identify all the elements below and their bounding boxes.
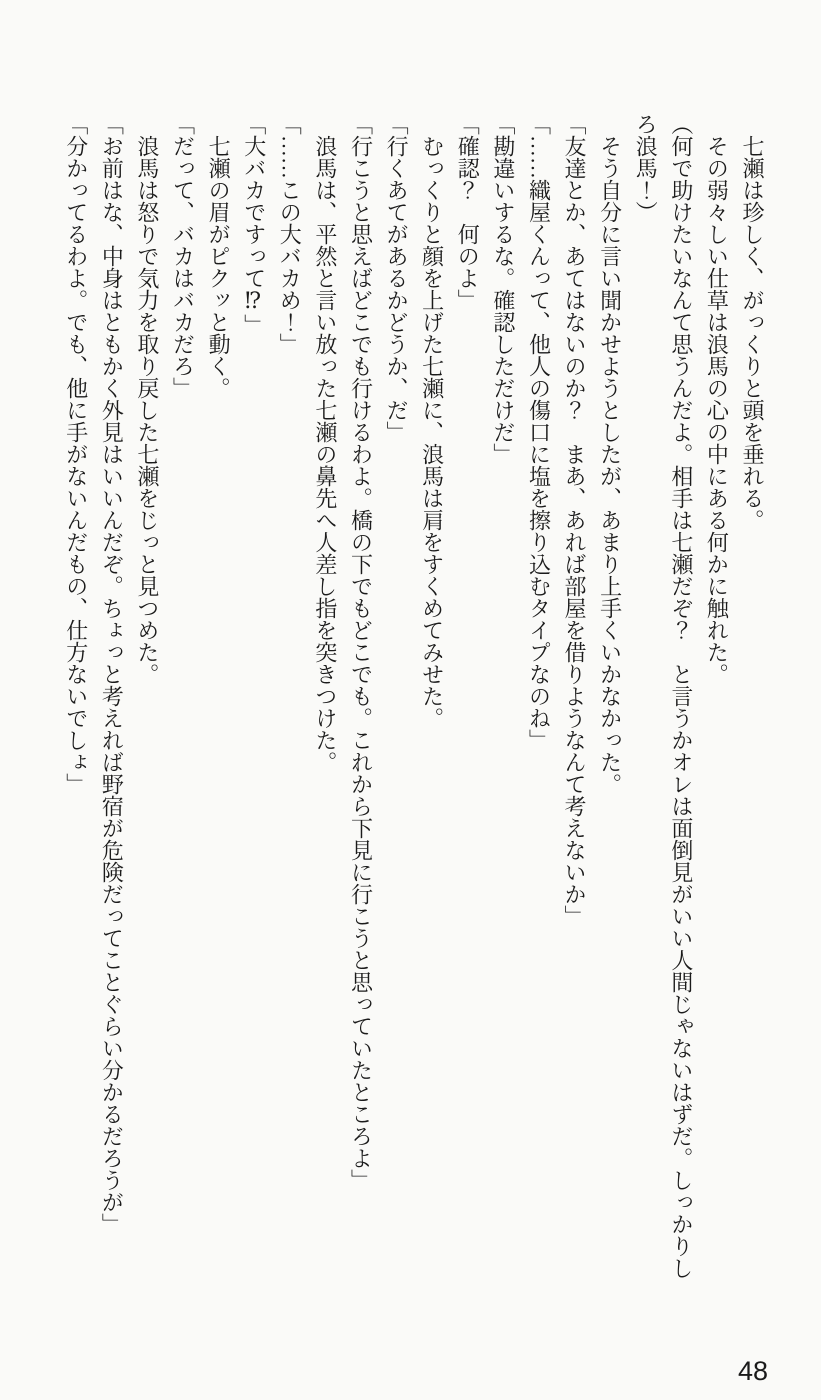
paragraph-narration: むっくりと顔を上げた七瀬に、浪馬は肩をすくめてみせた。 xyxy=(419,113,445,729)
paragraph-narration: 七瀬は珍しく、がっくりと頭を垂れる。 xyxy=(740,113,765,531)
paragraph-dialogue: 「だって、バカはバカだろ」 xyxy=(170,113,196,399)
paragraph-dialogue: 「大バカですって⁉」 xyxy=(241,113,267,336)
paragraph-dialogue: 「勘違いするな。確認しただけだ」 xyxy=(490,113,516,465)
paragraph-dialogue: 「お前はな、中身はともかく外見はいいんだぞ。ちょっと考えれば野宿が危険だってことぐらい分かるだろうが」 xyxy=(99,113,125,1235)
paragraph-narration: 七瀬の眉がピクッと動く。 xyxy=(206,113,232,399)
paragraph-dialogue: 「分かってるわよ。でも、他に手がないんだもの、仕方ないでしょ」 xyxy=(63,113,89,795)
paragraph-dialogue: 「……織屋くんって、他人の傷口に塩を擦り込むタイプなのね」 xyxy=(526,113,552,751)
paragraph-dialogue: 「行くあてがあるかどうか、だ」 xyxy=(384,113,410,443)
novel-text-block xyxy=(54,113,770,1285)
paragraph-narration: 浪馬は怒りで気力を取り戻した七瀬をじっと見つめた。 xyxy=(134,113,160,685)
paragraph-narration: その弱々しい仕草は浪馬の心の中にある何かに触れた。 xyxy=(704,113,730,685)
paragraph-dialogue: 「友達とか、あてはないのか？ まあ、あれば部屋を借りようなんて考えないか」 xyxy=(562,113,588,927)
page-number: 48 xyxy=(737,1356,768,1386)
paragraph-inner-monologue: （何で助けたいなんて思うんだよ。相手は七瀬だぞ？ と言うかオレは面倒見がいい人間じゃないはずだ。しっかりしろ浪馬！） xyxy=(633,113,694,1279)
paragraph-narration: そう自分に言い聞かせようとしたが、あまり上手くいかなかった。 xyxy=(597,113,623,795)
paragraph-dialogue: 「行こうと思えばどこでも行けるわよ。橋の下でもどこでも。これから下見に行こうと思っていたところよ」 xyxy=(348,113,374,1191)
paragraph-dialogue: 「確認？ 何のよ」 xyxy=(455,113,481,311)
paragraph-narration: 浪馬は、平然と言い放った七瀬の鼻先へ人差し指を突きつけた。 xyxy=(312,113,338,773)
paragraph-dialogue: 「……この大バカめ！」 xyxy=(277,113,303,355)
